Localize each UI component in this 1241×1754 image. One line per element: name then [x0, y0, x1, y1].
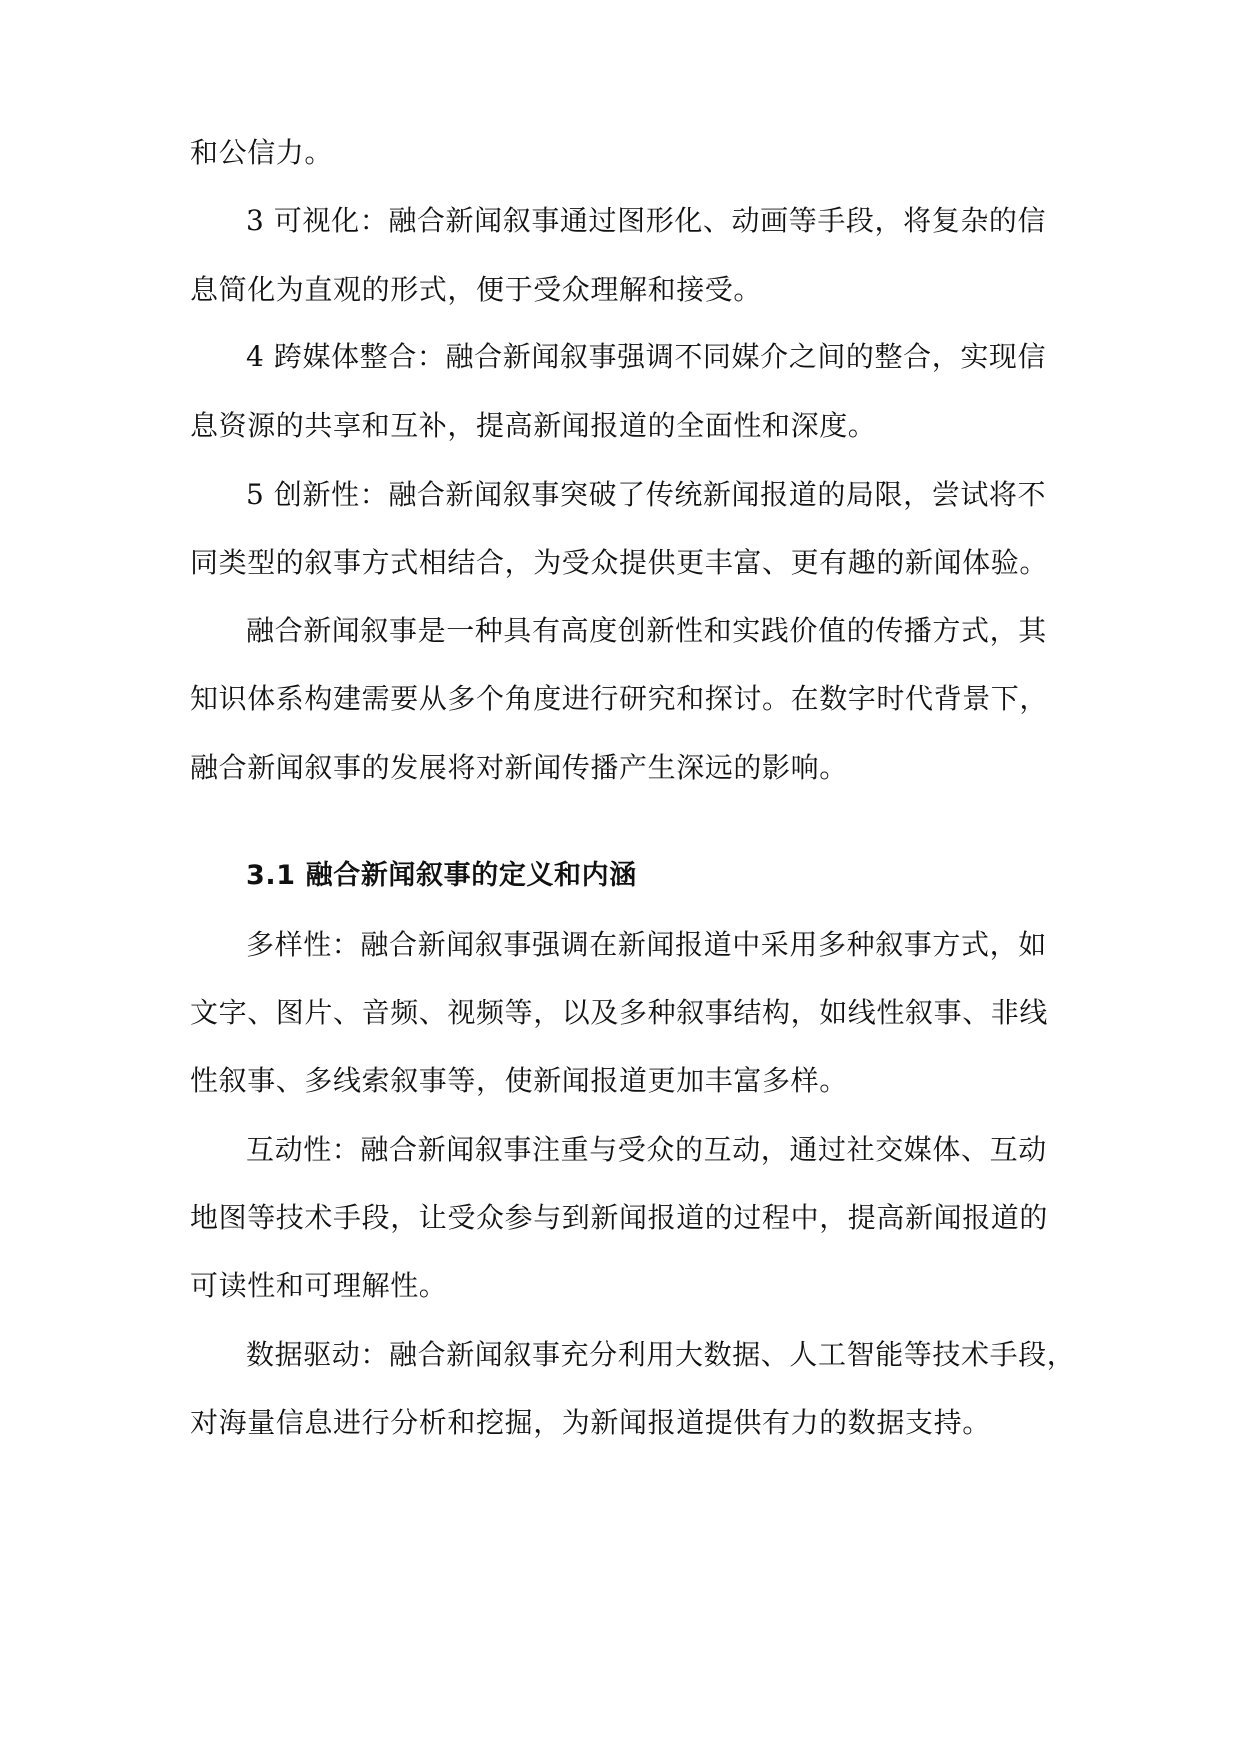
- section-heading: 3.1 融合新闻叙事的定义和内涵: [246, 860, 637, 891]
- text-line: 文字、图片、音频、视频等，以及多种叙事结构，如线性叙事、非线: [190, 996, 1049, 1029]
- text-line: 知识体系构建需要从多个角度进行研究和探讨。在数字时代背景下，: [190, 682, 1049, 715]
- text-line: 互动性：融合新闻叙事注重与受众的互动，通过社交媒体、互动: [246, 1133, 1047, 1166]
- text-line: 5 创新性：融合新闻叙事突破了传统新闻报道的局限，尝试将不: [246, 478, 1047, 511]
- text-line: 数据驱动：融合新闻叙事充分利用大数据、人工智能等技术手段，: [246, 1338, 1076, 1371]
- text-line: 地图等技术手段，让受众参与到新闻报道的过程中，提高新闻报道的: [190, 1201, 1049, 1234]
- text-line: 融合新闻叙事是一种具有高度创新性和实践价值的传播方式，其: [246, 614, 1047, 647]
- text-line: 息资源的共享和互补，提高新闻报道的全面性和深度。: [190, 409, 877, 442]
- text-line: 息简化为直观的形式，便于受众理解和接受。: [190, 273, 763, 306]
- text-line: 融合新闻叙事的发展将对新闻传播产生深远的影响。: [190, 751, 848, 784]
- text-line: 和公信力。: [190, 136, 334, 169]
- text-line: 可读性和可理解性。: [190, 1269, 448, 1302]
- text-line: 3 可视化：融合新闻叙事通过图形化、动画等手段，将复杂的信: [246, 204, 1047, 237]
- text-line: 4 跨媒体整合：融合新闻叙事强调不同媒介之间的整合，实现信: [246, 340, 1047, 373]
- text-line: 多样性：融合新闻叙事强调在新闻报道中采用多种叙事方式，如: [246, 928, 1047, 961]
- text-line: 对海量信息进行分析和挖掘，为新闻报道提供有力的数据支持。: [190, 1406, 991, 1439]
- text-line: 性叙事、多线索叙事等，使新闻报道更加丰富多样。: [190, 1064, 848, 1097]
- text-line: 同类型的叙事方式相结合，为受众提供更丰富、更有趣的新闻体验。: [190, 546, 1049, 579]
